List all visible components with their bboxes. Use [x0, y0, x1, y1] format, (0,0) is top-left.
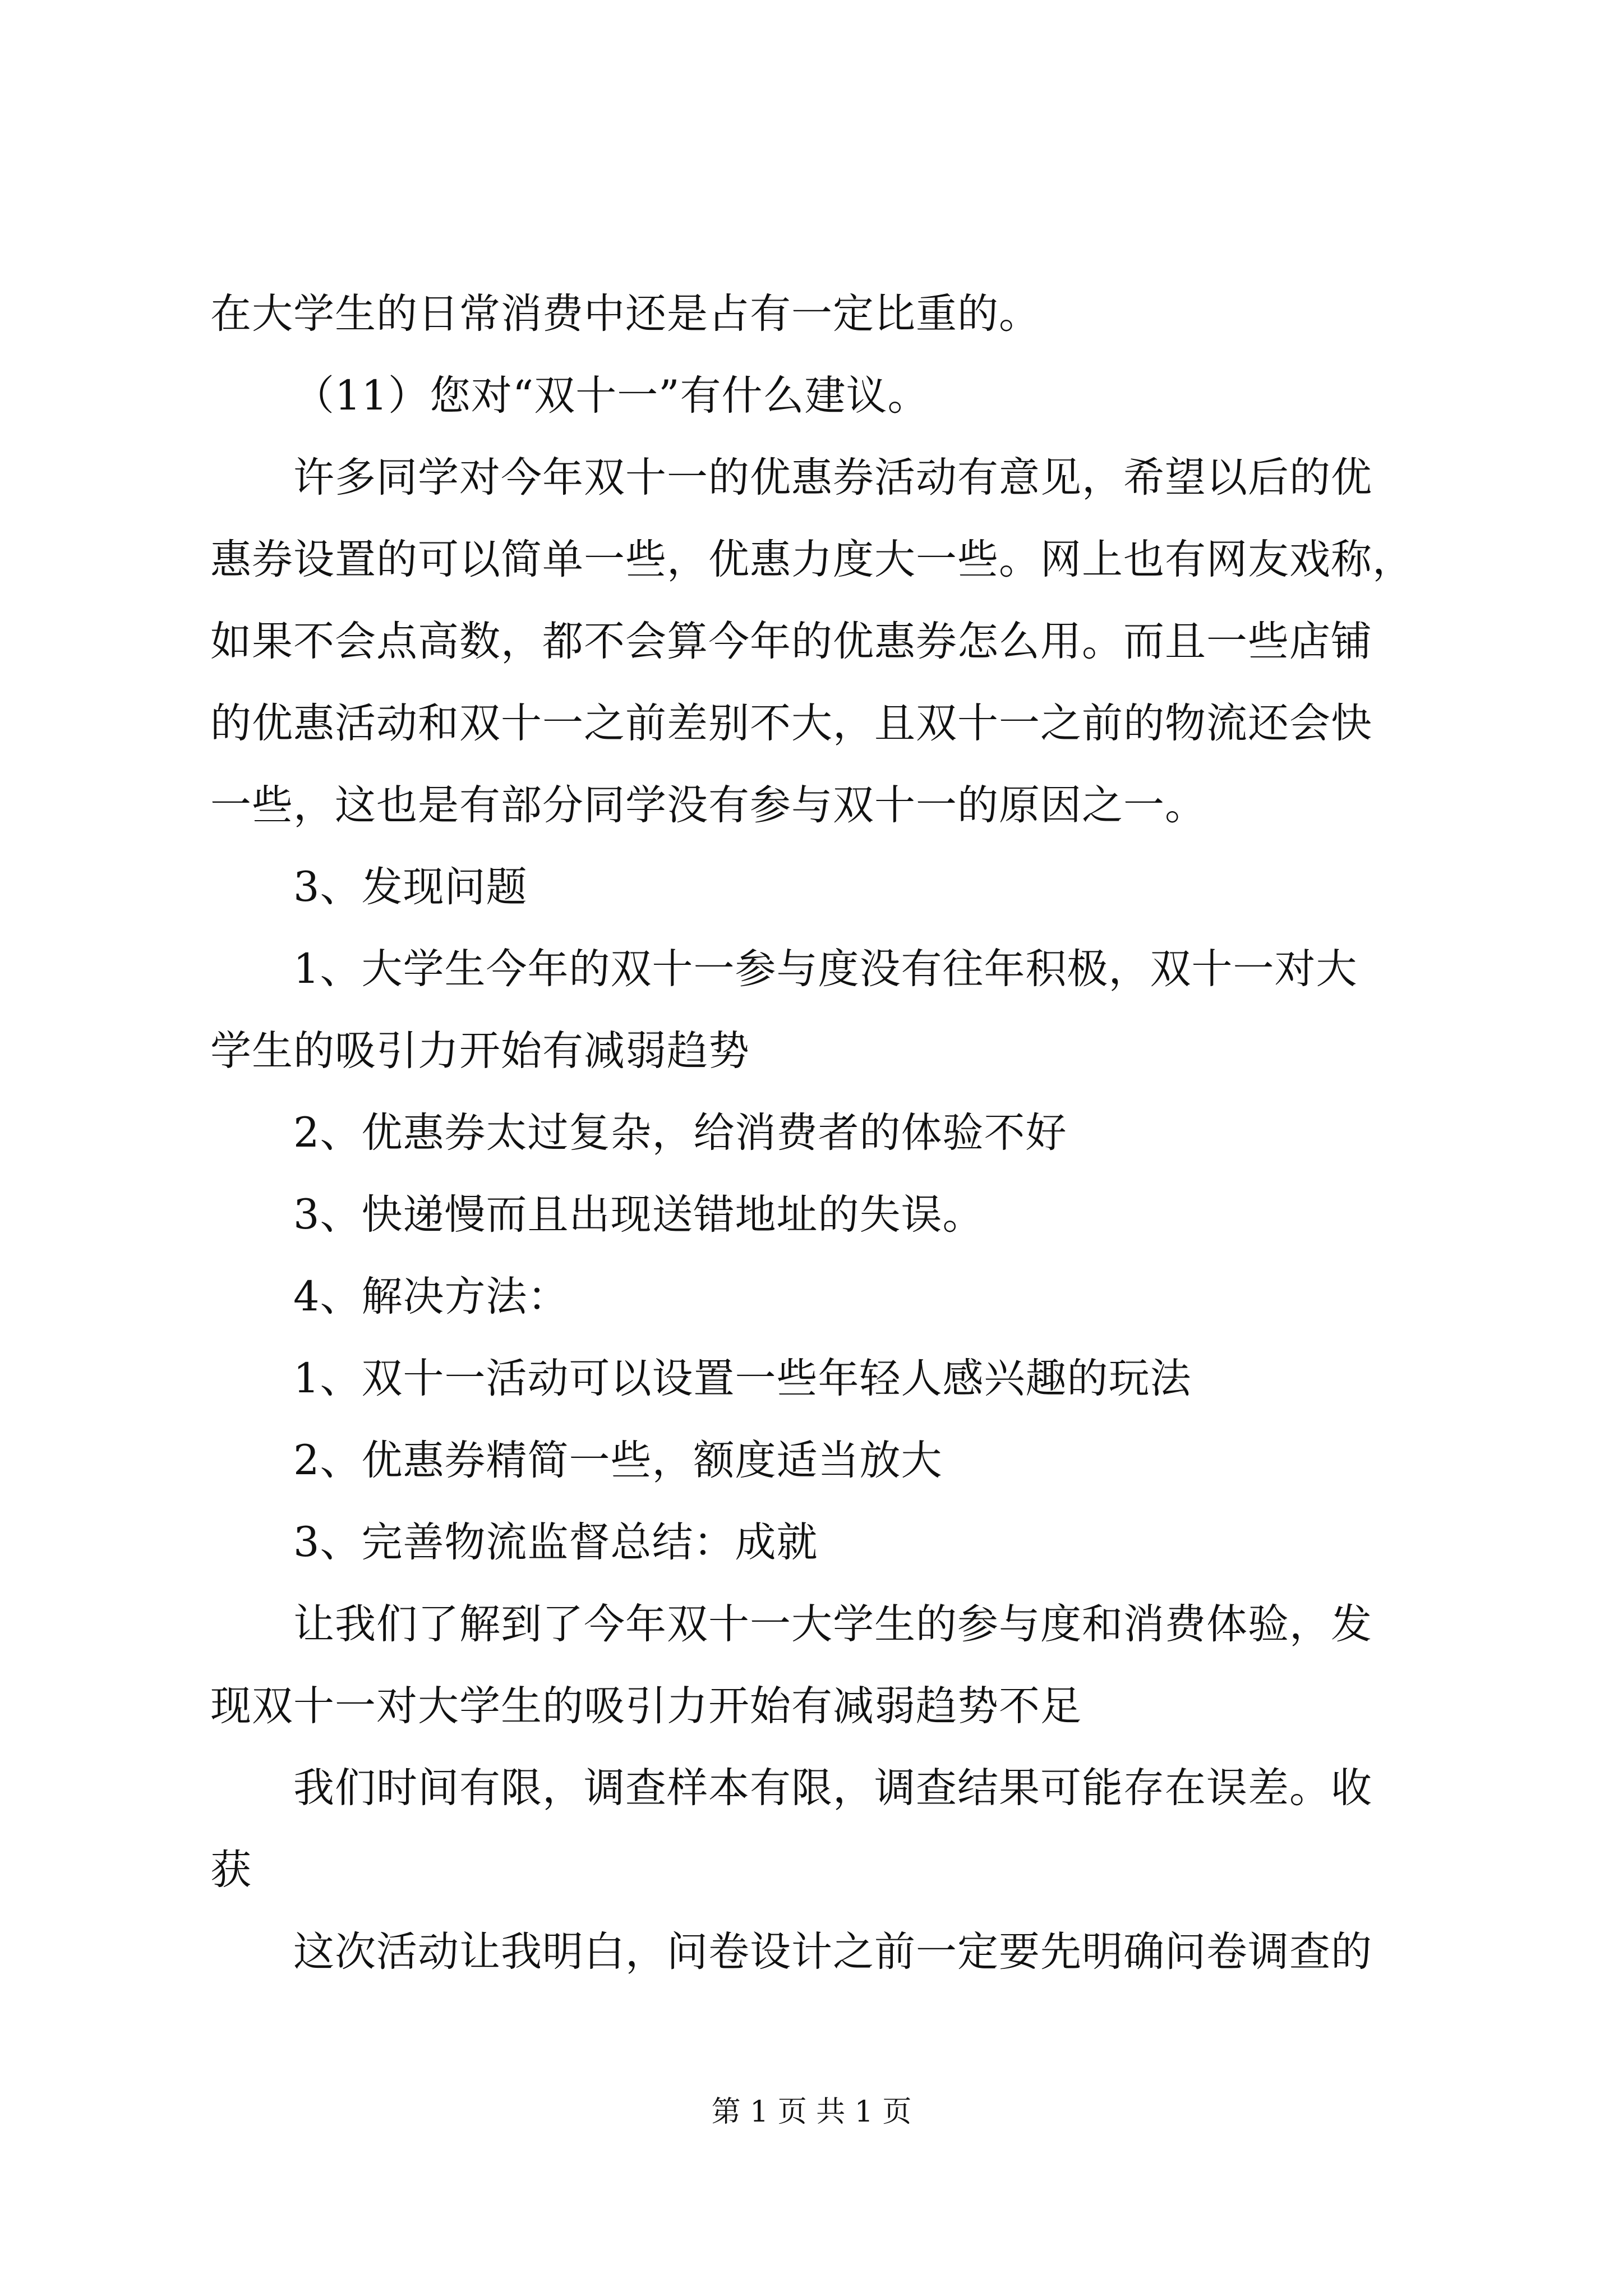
text-line: 学生的吸引力开始有减弱趋势: [210, 1027, 750, 1075]
text-line: 在大学生的日常消费中还是占有一定比重的。: [210, 290, 1040, 338]
section-heading: 4、解决方法：: [293, 1273, 569, 1320]
text-line: 现双十一对大学生的吸引力开始有减弱趋势不足: [210, 1682, 1082, 1730]
list-item: 1、大学生今年的双十一参与度没有往年积极，双十一对大: [293, 945, 1358, 993]
text-line: （11）您对“双十一”有什么建议。: [293, 372, 929, 420]
list-item: 1、双十一活动可以设置一些年轻人感兴趣的玩法: [293, 1355, 1192, 1402]
list-item: 3、快递慢而且出现送错地址的失误。: [293, 1191, 984, 1239]
text-line: 获: [210, 1846, 252, 1894]
text-line: 我们时间有限，调查样本有限，调查结果可能存在误差。收: [293, 1764, 1372, 1812]
text-line: 这次活动让我明白，问卷设计之前一定要先明确问卷调查的: [293, 1928, 1372, 1976]
section-heading: 3、发现问题: [293, 863, 528, 911]
text-line: 许多同学对今年双十一的优惠券活动有意见，希望以后的优: [293, 454, 1372, 501]
text-line: 一些，这也是有部分同学没有参与双十一的原因之一。: [210, 781, 1206, 829]
text-line: 的优惠活动和双十一之前差别不大，且双十一之前的物流还会快: [210, 700, 1372, 747]
list-item: 2、优惠券太过复杂，给消费者的体验不好: [293, 1109, 1067, 1157]
text-line: 如果不会点高数，都不会算今年的优惠券怎么用。而且一些店铺: [210, 618, 1372, 665]
text-line: 惠券设置的可以简单一些，优惠力度大一些。网上也有网友戏称，: [210, 536, 1414, 583]
page-footer: 第 1 页 共 1 页: [711, 2095, 912, 2129]
list-item: 2、优惠券精简一些，额度适当放大: [293, 1437, 943, 1484]
list-item: 3、完善物流监督总结：成就: [293, 1519, 818, 1566]
text-line: 让我们了解到了今年双十一大学生的参与度和消费体验，发: [293, 1600, 1372, 1648]
